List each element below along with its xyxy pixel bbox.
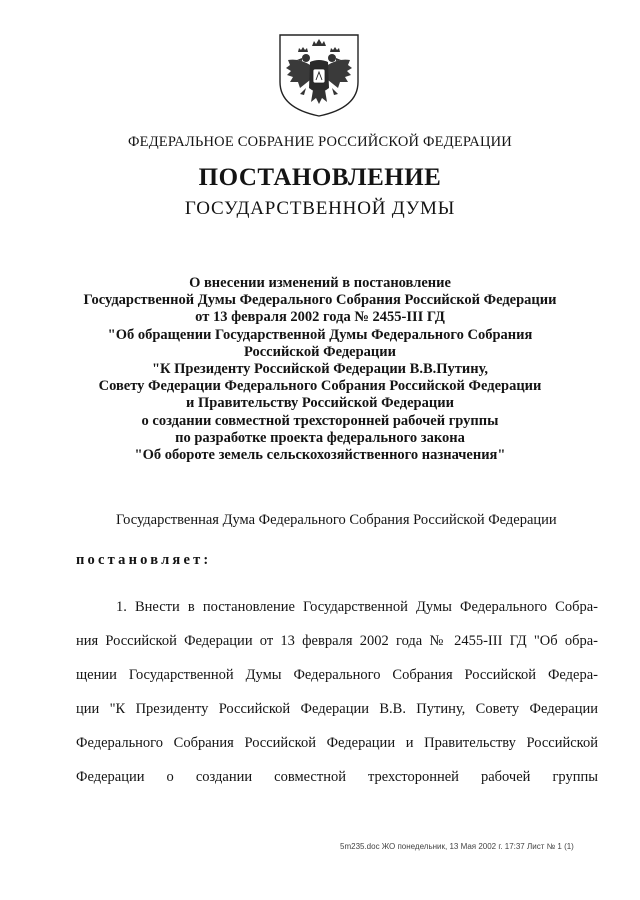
subject-line: "К Президенту Российской Федерации В.В.Путину, <box>151 361 489 378</box>
subject-line: Государственной Думы Федерального Собрания Российской Федерации <box>83 292 557 309</box>
subject-line: и Правительству Российской Федерации <box>186 395 454 412</box>
body-line: Федерации о создании совместной трехсторонней рабочей группы <box>76 769 598 785</box>
subject-line: по разработке проекта федерального закона <box>175 429 465 446</box>
organization-title: ФЕДЕРАЛЬНОЕ СОБРАНИЕ РОССИЙСКОЙ ФЕДЕРАЦИИ <box>128 134 512 150</box>
document-type-title: ПОСТАНОВЛЕНИЕ <box>198 164 442 191</box>
body-line: щении Государственной Думы Федерального Собрания Российской Федера- <box>76 667 598 683</box>
subject-line: Российской Федерации <box>243 343 396 360</box>
body-line: ния Российской Федерации от 13 февраля 2002 года № 2455-III ГД "Об обра- <box>76 633 598 649</box>
subject-line: от 13 февраля 2002 года № 2455-III ГД <box>195 309 445 326</box>
subject-line: "Об обращении Государственной Думы Федерального Собрания <box>107 326 533 343</box>
subject-line: о создании совместной трехсторонней рабочей группы <box>141 412 499 429</box>
body-line: Федерального Собрания Российской Федерации и Правительству Российской <box>76 735 598 751</box>
document-subject <box>40 275 600 464</box>
subject-line: О внесении изменений в постановление <box>189 275 451 291</box>
subject-line: "Об обороте земель сельскохозяйственного назначения" <box>134 447 506 464</box>
russian-coat-of-arms-icon <box>276 32 362 118</box>
body-line: 1. Внести в постановление Государственной Думы Федерального Собра- <box>116 599 598 615</box>
body-paragraph <box>76 590 598 794</box>
page-footer: 5m235.doc ЖО понедельник, 13 Мая 2002 г. 17:37 Лист № 1 (1) <box>340 842 574 851</box>
document-issuer-title: ГОСУДАРСТВЕННОЙ ДУМЫ <box>184 198 456 219</box>
resolves-keyword: постановляет: <box>76 552 212 568</box>
body-line: ции "К Президенту Российской Федерации В.В. Путину, Совету Федерации <box>76 701 598 717</box>
preamble-text: Государственная Дума Федерального Собрания Российской Федерации <box>116 512 557 528</box>
subject-line: Совету Федерации Федерального Собрания Российской Федерации <box>98 378 542 395</box>
